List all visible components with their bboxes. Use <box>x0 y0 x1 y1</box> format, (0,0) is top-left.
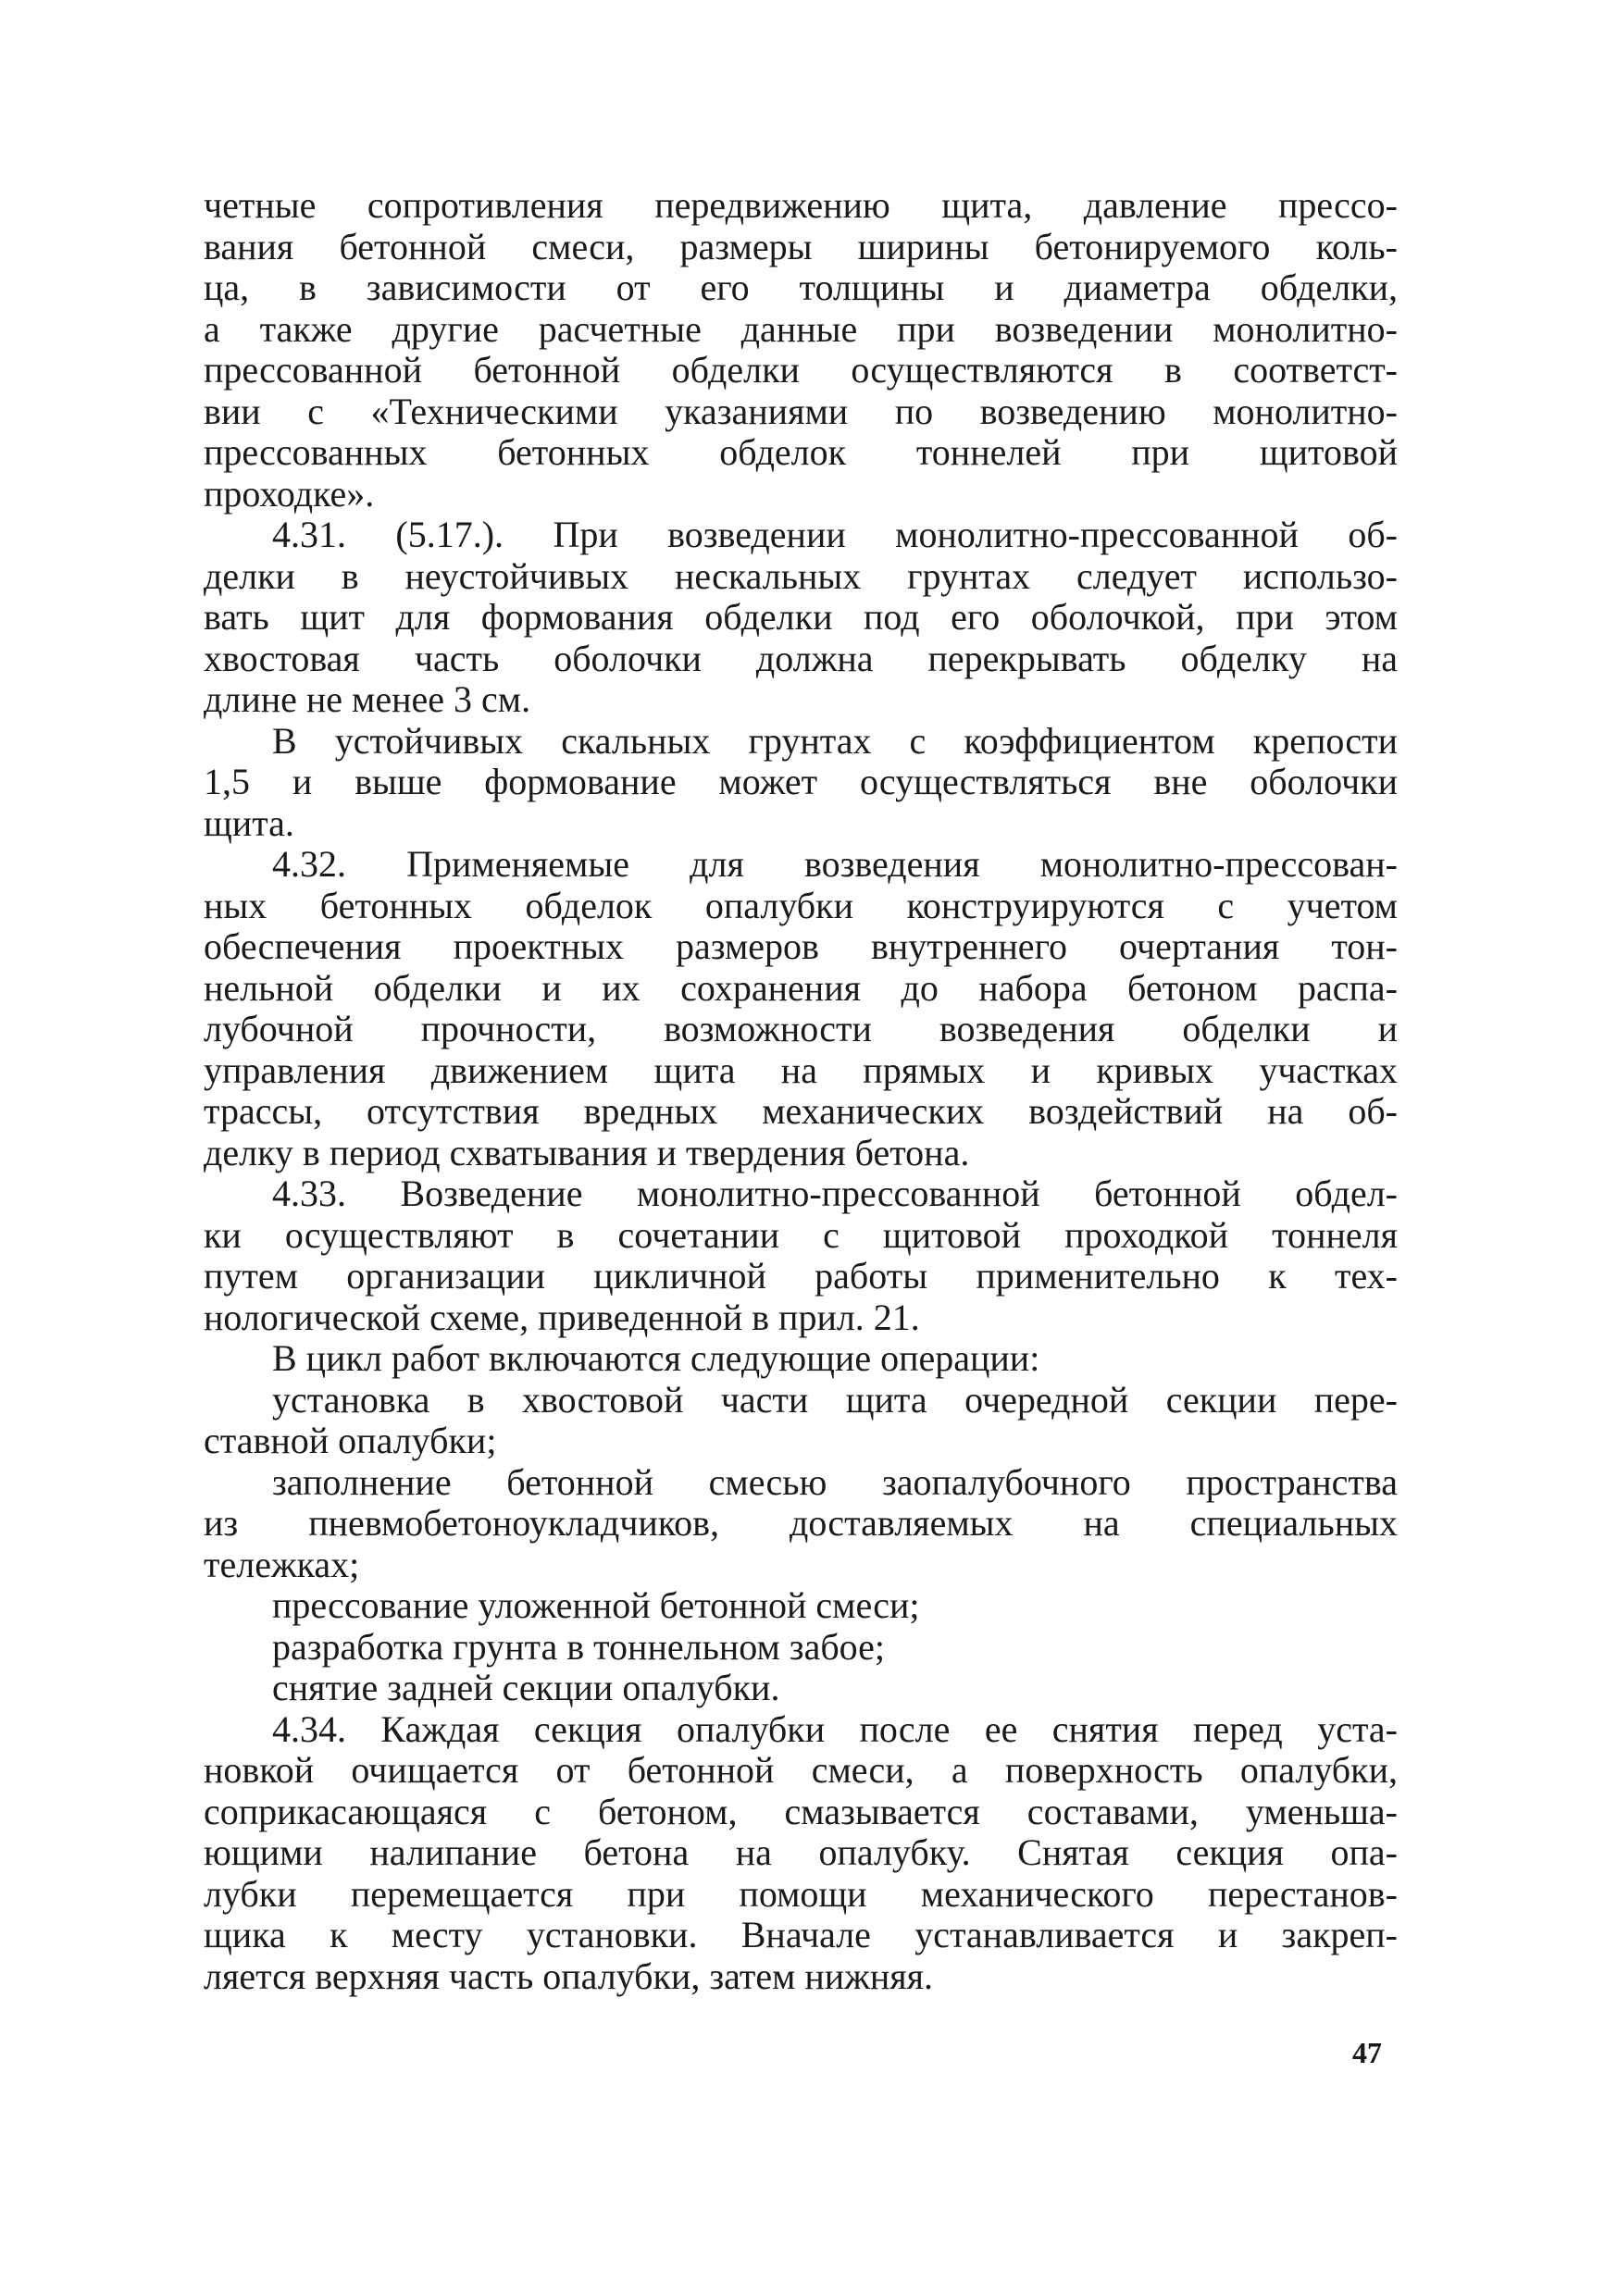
text-line: установка в хвостовой части щита очередной секции пере- <box>272 1378 1398 1421</box>
text-line: нельной обделки и их сохранения до набора бетоном распа- <box>204 966 1398 1009</box>
text-line: делку в период схватывания и твердения бетона. <box>204 1131 970 1173</box>
text-line: лубки перемещается при помощи механического перестанов- <box>204 1872 1398 1915</box>
text-line: заполнение бетонной смесью заопалубочного пространства <box>272 1460 1398 1503</box>
text-line: проходке». <box>204 472 375 515</box>
text-line: делки в неустойчивых нескальных грунтах следует использо- <box>204 554 1398 597</box>
paragraph <box>204 1338 1398 1380</box>
text-line: прессованных бетонных обделок тоннелей при щитовой <box>204 431 1398 473</box>
text-line: лубочной прочности, возможности возведения обделки и <box>204 1008 1398 1049</box>
text-line: обеспечения проектных размеров внутреннего очертания тон- <box>204 925 1398 967</box>
paragraph <box>204 844 1398 1173</box>
text-line: ющими налипание бетона на опалубку. Снятая секция опа- <box>204 1831 1398 1873</box>
text-line: ставной опалубки; <box>204 1420 497 1461</box>
paragraph <box>204 1709 1398 1998</box>
text-line: разработка грунта в тоннельном забое; <box>272 1625 886 1668</box>
text-line: В цикл работ включаются следующие операции: <box>272 1337 1040 1379</box>
text-line: ки осуществляют в сочетании с щитовой проходкой тоннеля <box>204 1213 1398 1256</box>
paragraph <box>204 721 1398 845</box>
page-number: 47 <box>1352 2036 1382 2069</box>
paragraph <box>204 1380 1398 1462</box>
text-line: 4.34. Каждая секция опалубки после ее снятия перед уста- <box>272 1707 1398 1750</box>
text-line: путем организации цикличной работы применительно к тех- <box>204 1255 1398 1297</box>
paragraph <box>204 1585 1398 1627</box>
text-line: ных бетонных обделок опалубки конструируются с учетом <box>204 884 1398 926</box>
text-line: 1,5 и выше формование может осуществляться вне оболочки <box>204 761 1398 802</box>
paragraph <box>204 1462 1398 1586</box>
text-line: В устойчивых скальных грунтах с коэффициентом крепости <box>272 719 1398 762</box>
text-line: вии с «Техническими указаниями по возведению монолитно- <box>204 390 1398 432</box>
paragraph <box>204 1173 1398 1338</box>
text-line: щита. <box>204 801 294 844</box>
text-line: ца, в зависимости от его толщины и диаметра обделки, <box>204 267 1398 308</box>
text-line: вать щит для формования обделки под его оболочкой, при этом <box>204 596 1398 638</box>
text-line: управления движением щита на прямых и кривых участках <box>204 1049 1398 1091</box>
text-line: щика к месту установки. Вначале устанавливается и закреп- <box>204 1914 1398 1955</box>
text-line: вания бетонной смеси, размеры ширины бетонируемого коль- <box>204 225 1398 267</box>
paragraph <box>204 1627 1398 1669</box>
text-line: прессованной бетонной обделки осуществляются в соответст- <box>204 349 1398 391</box>
text-line: прессование уложенной бетонной смеси; <box>272 1584 920 1626</box>
text-line: хвостовая часть оболочки должна перекрывать обделку на <box>204 637 1398 679</box>
text-line: тележках; <box>204 1543 360 1585</box>
text-line: трассы, отсутствия вредных механических воздействий на об- <box>204 1090 1398 1132</box>
text-line: новкой очищается от бетонной смеси, а поверхность опалубки, <box>204 1749 1398 1791</box>
text-line: 4.31. (5.17.). При возведении монолитно-прессованной об- <box>272 514 1398 555</box>
text-line: четные сопротивления передвижению щита, давление прессо- <box>204 184 1398 226</box>
text-line: длине не менее 3 см. <box>204 678 531 720</box>
paragraph <box>204 185 1398 515</box>
text-line: 4.33. Возведение монолитно-прессованной бетонной обдел- <box>272 1173 1398 1214</box>
paragraph <box>204 1668 1398 1709</box>
paragraph <box>204 515 1398 721</box>
text-line: снятие задней секции опалубки. <box>272 1667 780 1708</box>
text-line: а также другие расчетные данные при возведении монолитно- <box>204 307 1398 350</box>
page-body <box>204 185 1398 1997</box>
text-line: нологической схеме, приведенной в прил. 21. <box>204 1296 920 1338</box>
text-line: из пневмобетоноукладчиков, доставляемых на специальных <box>204 1502 1398 1544</box>
text-line: ляется верхняя часть опалубки, затем нижняя. <box>204 1955 934 1997</box>
text-line: соприкасающаяся с бетоном, смазывается составами, уменьша- <box>204 1790 1398 1832</box>
text-line: 4.32. Применяемые для возведения монолитно-прессован- <box>272 843 1398 885</box>
